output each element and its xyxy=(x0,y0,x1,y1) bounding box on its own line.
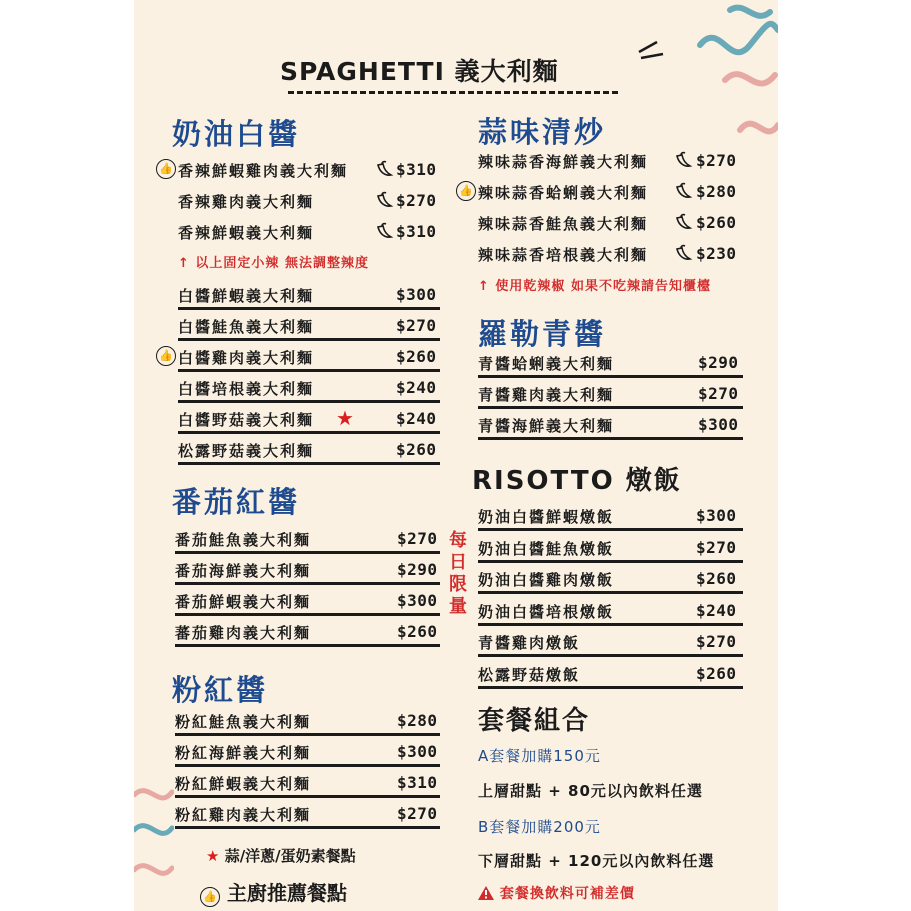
combo-a-label: A套餐加購150元 xyxy=(478,747,601,765)
menu-item-price: $260 xyxy=(696,213,737,232)
row-underline xyxy=(178,400,440,403)
menu-item-price: $260 xyxy=(396,440,437,459)
combo-warning xyxy=(478,883,635,903)
row-underline xyxy=(478,375,743,378)
menu-item-price: $280 xyxy=(397,711,438,730)
menu-item-row xyxy=(178,406,440,434)
menu-item-name: 奶油白醬鮮蝦燉飯 xyxy=(478,508,615,526)
menu-item-price: $260 xyxy=(696,663,737,683)
menu-item-row xyxy=(478,535,743,563)
thumbs-up-icon: 👍 xyxy=(156,159,176,179)
menu-item-row xyxy=(178,437,440,465)
menu-item-price: $270 xyxy=(397,804,438,823)
legend-vegetarian xyxy=(206,845,356,866)
menu-item-price: $290 xyxy=(397,560,438,579)
menu-item-row xyxy=(478,566,743,594)
menu-item-name: 青醬雞肉燉飯 xyxy=(478,634,581,652)
sparkle-icon xyxy=(635,38,665,66)
spicy-note: ↑ 以上固定小辣 無法調整辣度 xyxy=(178,256,369,271)
row-underline xyxy=(178,431,440,434)
menu-item-name: 白醬鮭魚義大利麵 xyxy=(178,318,315,336)
menu-item-name: 奶油白醬雞肉燉飯 xyxy=(478,571,615,589)
menu-item-price: $270 xyxy=(396,316,437,335)
menu-item-price: $290 xyxy=(698,353,739,372)
chili-icon xyxy=(374,190,394,210)
menu-item-name: 青醬雞肉義大利麵 xyxy=(478,386,615,404)
legend-chef-recommend xyxy=(200,877,347,907)
menu-item-row xyxy=(175,708,440,736)
squiggle-decoration-top-right xyxy=(690,0,778,150)
menu-item-price: $270 xyxy=(696,537,737,557)
menu-item-name: 白醬野菇義大利麵 xyxy=(178,411,315,429)
title-divider xyxy=(288,91,618,94)
row-underline xyxy=(175,613,440,616)
menu-item-row xyxy=(478,503,743,531)
menu-item-price: $260 xyxy=(397,622,438,641)
menu-item-name: 辣味蒜香海鮮義大利麵 xyxy=(478,153,649,171)
section-heading-basil: 羅勒青醬 xyxy=(478,317,607,351)
menu-item-price: $300 xyxy=(397,742,438,761)
menu-item-price: $230 xyxy=(696,244,737,263)
menu-item-name: 奶油白醬鮭魚燉飯 xyxy=(478,539,615,558)
thumbs-up-icon: 👍 xyxy=(200,887,220,907)
menu-item-row xyxy=(478,661,743,689)
row-underline xyxy=(175,644,440,647)
chili-icon xyxy=(673,243,693,263)
menu-item-row xyxy=(178,219,440,247)
menu-item-price: $240 xyxy=(396,409,437,428)
chili-icon xyxy=(374,221,394,241)
star-icon: ★ xyxy=(206,847,220,865)
menu-item-row xyxy=(159,157,440,185)
thumbs-up-icon: 👍 xyxy=(156,346,176,366)
menu-item-price: $240 xyxy=(696,600,737,620)
star-icon: ★ xyxy=(336,406,354,430)
menu-item-name: 粉紅雞肉義大利麵 xyxy=(175,806,312,824)
menu-item-row xyxy=(175,526,440,554)
menu-item-row xyxy=(478,412,743,440)
section-heading-cream: 奶油白醬 xyxy=(172,117,301,151)
menu-item-name: 白醬培根義大利麵 xyxy=(178,380,315,398)
menu-item-name: 辣味蒜香鮭魚義大利麵 xyxy=(478,215,649,233)
menu-item-row xyxy=(175,588,440,616)
row-underline xyxy=(178,462,440,465)
row-underline xyxy=(478,686,743,689)
menu-item-price: $300 xyxy=(698,415,739,434)
menu-item-name: 青醬蛤蜊義大利麵 xyxy=(478,355,615,373)
row-underline xyxy=(175,826,440,829)
section-heading-garlic: 蒜味清炒 xyxy=(478,115,607,149)
thumbs-up-icon: 👍 xyxy=(456,181,476,201)
menu-item-row xyxy=(175,770,440,798)
menu-item-price: $310 xyxy=(396,160,437,179)
row-underline xyxy=(478,654,743,657)
row-underline xyxy=(175,795,440,798)
legend-chef-recommend-text: 主廚推薦餐點 xyxy=(226,881,347,905)
menu-item-row xyxy=(478,350,743,378)
menu-item-price: $270 xyxy=(696,151,737,170)
menu-item-name: 粉紅鮮蝦義大利麵 xyxy=(175,775,312,793)
menu-item-row xyxy=(478,148,743,176)
menu-item-name: 番茄鮭魚義大利麵 xyxy=(175,531,312,549)
menu-item-row xyxy=(175,739,440,767)
row-underline xyxy=(478,591,743,594)
menu-item-name: 粉紅海鮮義大利麵 xyxy=(175,744,312,762)
menu-item-row xyxy=(175,619,440,647)
chili-icon xyxy=(673,181,693,201)
row-underline xyxy=(178,338,440,341)
row-underline xyxy=(478,528,743,531)
row-underline xyxy=(478,406,743,409)
menu-item-name: 白醬雞肉義大利麵 xyxy=(178,349,315,367)
menu-item-row xyxy=(478,241,743,269)
menu-item-price: $280 xyxy=(696,182,737,201)
menu-item-name: 粉紅鮭魚義大利麵 xyxy=(175,713,312,731)
section-heading-pink: 粉紅醬 xyxy=(172,673,269,707)
menu-item-name: 青醬海鮮義大利麵 xyxy=(478,417,615,435)
chili-note: ↑ 使用乾辣椒 如果不吃辣請告知櫃檯 xyxy=(478,279,711,294)
menu-item-row xyxy=(175,801,440,829)
chili-icon xyxy=(673,212,693,232)
row-underline xyxy=(478,560,743,563)
menu-item-name: 番茄鮮蝦義大利麵 xyxy=(175,593,312,611)
menu-item-row xyxy=(478,629,743,657)
menu-item-price: $300 xyxy=(397,591,438,610)
row-underline xyxy=(178,307,440,310)
menu-item-price: $310 xyxy=(397,773,438,792)
chili-icon xyxy=(673,150,693,170)
combo-b-description: 下層甜點 + 120元以內飲料任選 xyxy=(478,852,715,870)
menu-item-price: $310 xyxy=(396,222,437,241)
menu-item-price: $300 xyxy=(396,285,437,304)
row-underline xyxy=(178,369,440,372)
section-heading-combo: 套餐組合 xyxy=(478,706,591,736)
menu-item-price: $240 xyxy=(396,378,437,397)
menu-item-price: $260 xyxy=(696,569,737,588)
row-underline xyxy=(478,623,743,626)
menu-item-name: 奶油白醬培根燉飯 xyxy=(478,602,615,621)
warning-icon xyxy=(478,886,494,900)
menu-item-name: 松露野菇義大利麵 xyxy=(178,442,315,460)
page-title: SPAGHETTI 義大利麵 xyxy=(280,57,559,86)
row-underline xyxy=(175,551,440,554)
menu-item-row xyxy=(175,557,440,585)
menu-item-name: 辣味蒜香蛤蜊義大利麵 xyxy=(478,184,649,202)
combo-warning-text: 套餐換飲料可補差價 xyxy=(499,886,635,902)
combo-a-description: 上層甜點 + 80元以內飲料任選 xyxy=(478,782,703,800)
row-underline xyxy=(175,764,440,767)
chili-icon xyxy=(374,159,394,179)
menu-item-row xyxy=(178,375,440,403)
squiggle-decoration-bottom-left xyxy=(134,780,174,900)
menu-item-name: 辣味蒜香培根義大利麵 xyxy=(478,246,649,264)
menu-item-price: $270 xyxy=(397,529,438,548)
menu-item-row xyxy=(459,179,743,207)
section-heading-risotto: RISOTTO 燉飯 xyxy=(472,466,682,496)
combo-b-label: B套餐加購200元 xyxy=(478,818,601,836)
legend-vegetarian-text: 蒜/洋蔥/蛋奶素餐點 xyxy=(224,847,356,865)
menu-item-row xyxy=(478,381,743,409)
section-heading-tomato: 番茄紅醬 xyxy=(172,485,301,519)
menu-item-price: $270 xyxy=(396,191,437,210)
menu-item-name: 番茄海鮮義大利麵 xyxy=(175,562,312,580)
row-underline xyxy=(175,582,440,585)
menu-item-name: 香辣鮮蝦雞肉義大利麵 xyxy=(178,162,349,180)
menu-item-row xyxy=(178,313,440,341)
menu-item-row xyxy=(178,282,440,310)
menu-item-name: 香辣雞肉義大利麵 xyxy=(178,193,315,211)
menu-item-row xyxy=(478,210,743,238)
row-underline xyxy=(478,437,743,440)
menu-item-row xyxy=(478,598,743,626)
menu-item-price: $300 xyxy=(696,506,737,525)
menu-item-row xyxy=(178,188,440,216)
menu-item-price: $270 xyxy=(698,384,739,403)
menu-item-row xyxy=(159,344,440,372)
row-underline xyxy=(175,733,440,736)
menu-item-name: 松露野菇燉飯 xyxy=(478,665,581,684)
menu-item-price: $270 xyxy=(696,632,737,651)
menu-item-name: 蕃茄雞肉義大利麵 xyxy=(175,624,312,642)
menu-item-name: 白醬鮮蝦義大利麵 xyxy=(178,287,315,305)
menu-item-name: 香辣鮮蝦義大利麵 xyxy=(178,224,315,242)
menu-item-price: $260 xyxy=(396,347,437,366)
daily-limited-label: 每日限量 xyxy=(449,530,467,617)
